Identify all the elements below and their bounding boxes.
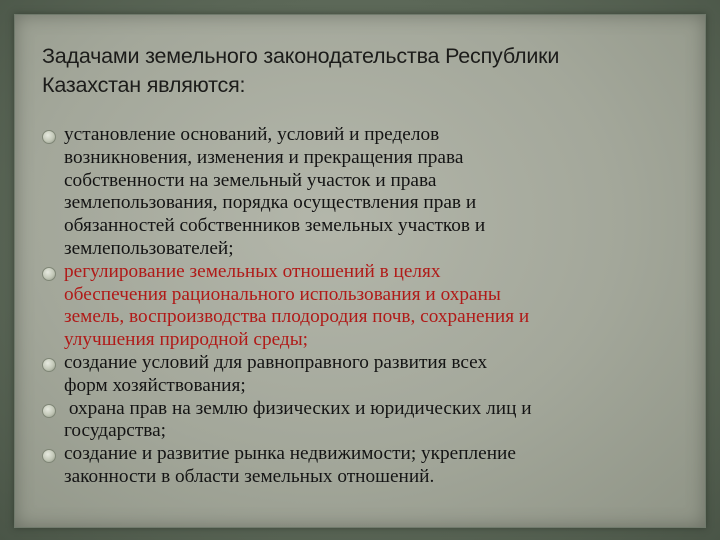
item-line: обязанностей собственников земельных участков и <box>64 215 486 237</box>
title-line-2: Казахстан являются: <box>42 73 246 97</box>
bullet-icon <box>42 130 56 144</box>
item-line: форм хозяйствования; <box>64 374 246 396</box>
item-line: законности в области земельных отношений. <box>64 465 435 487</box>
item-line: обеспечения рационального использования и охраны <box>64 283 501 305</box>
tasks-list <box>42 124 702 489</box>
item-line: установление оснований, условий и пределов <box>64 124 440 145</box>
slide-title <box>42 42 682 100</box>
list-item-real-estate-market <box>42 443 702 489</box>
list-item-grounds <box>42 124 702 261</box>
bullet-icon <box>42 358 56 372</box>
list-item-conditions <box>42 352 702 398</box>
item-line: улучшения природной среды; <box>64 329 309 351</box>
item-line: охрана прав на землю физических и юридических лиц и <box>64 397 532 419</box>
item-line: возникновения, изменения и прекращения права <box>64 146 464 168</box>
item-line: землепользователей; <box>64 237 234 259</box>
item-line: землепользования, порядка осуществления прав и <box>64 192 477 214</box>
item-line: регулирование земельных отношений в целях <box>64 260 441 282</box>
list-item-regulation <box>42 261 702 352</box>
item-line: создание и развитие рынка недвижимости; укрепление <box>64 443 516 465</box>
item-line: земель, воспроизводства плодородия почв, сохранения и <box>64 306 530 328</box>
bullet-icon <box>42 267 56 281</box>
item-line: государства; <box>64 420 167 442</box>
bullet-icon <box>42 404 56 418</box>
item-line: создание условий для равноправного развития всех <box>64 351 488 373</box>
item-line: собственности на земельный участок и права <box>64 169 437 191</box>
list-item-rights-protection <box>42 398 702 444</box>
title-line-1: Задачами земельного законодательства Республики <box>42 44 560 68</box>
bullet-icon <box>42 449 56 463</box>
